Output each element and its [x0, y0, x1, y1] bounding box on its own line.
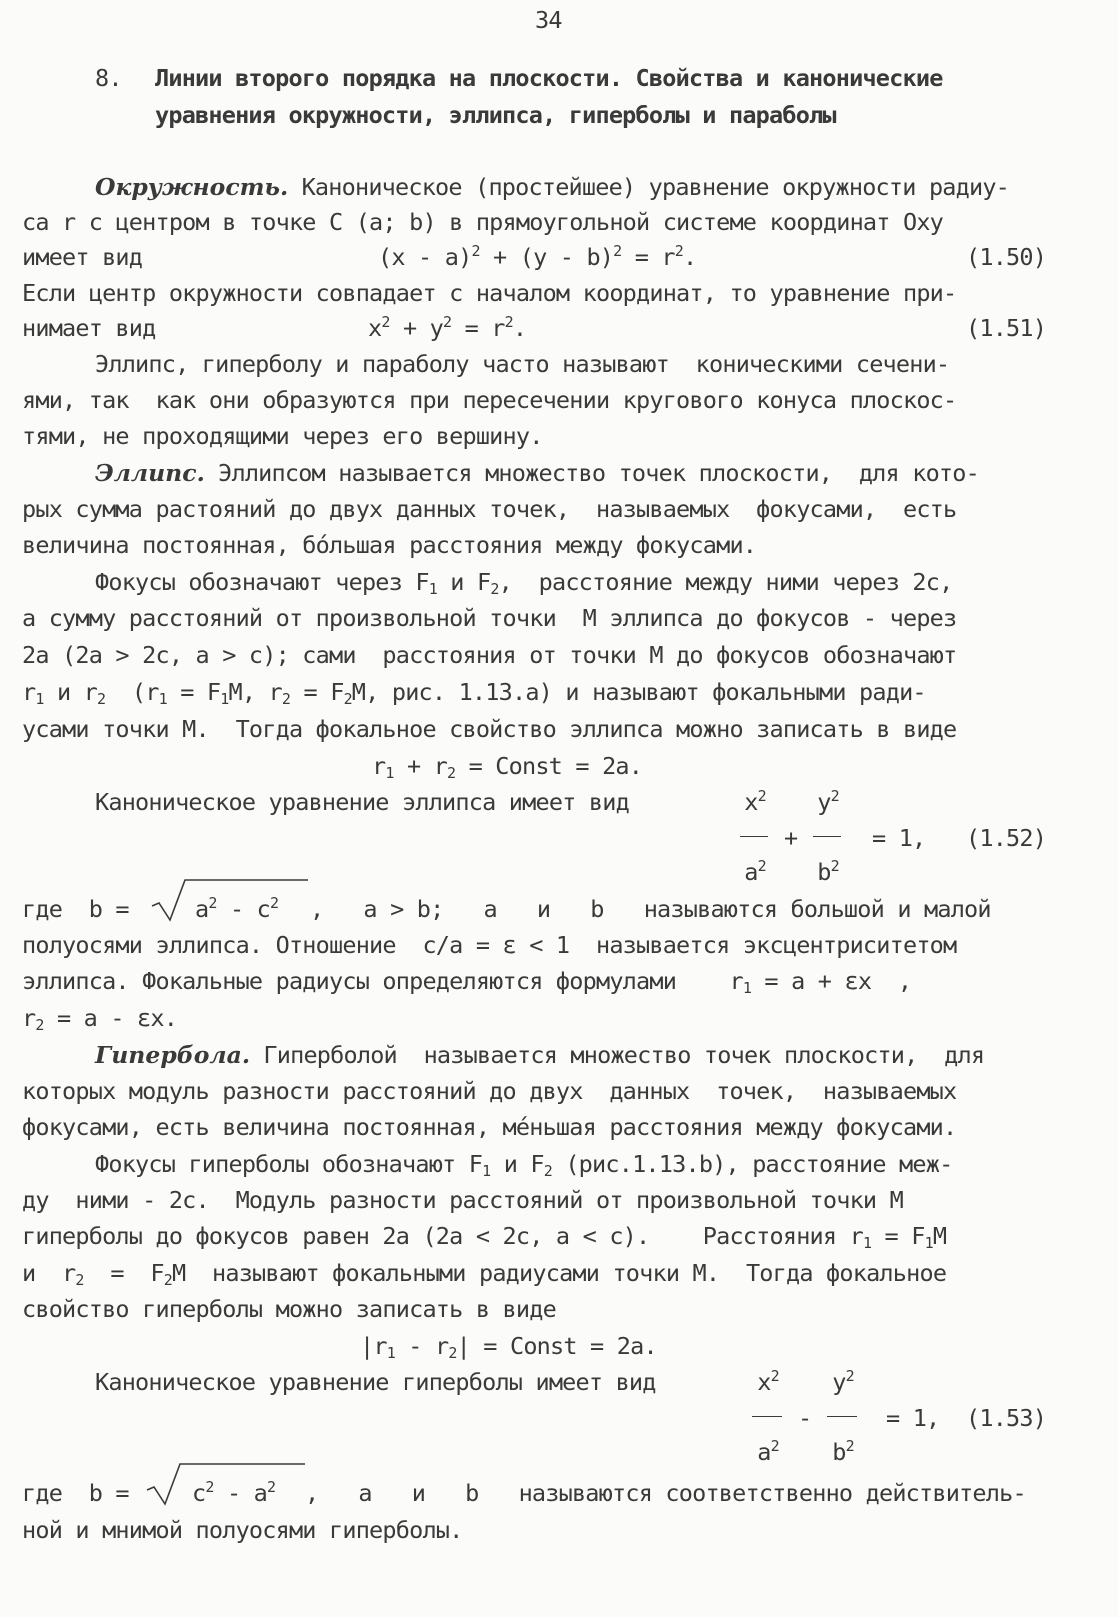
- ellipse-focal-equation: $r_1 + r_2$ = Const = 2a.: [372, 752, 643, 782]
- ellipse-where-line: где b =: [22, 895, 129, 923]
- circle-line-2: са r с центром в точке C (a; b) в прямоугольной системе координат Oxy: [22, 208, 944, 236]
- circle-line-4: Если центр окружности совпадает с началом координат, то уравнение при-: [22, 279, 957, 307]
- section-title-line-2: уравнения окружности, эллипса, гиперболы и параболы: [155, 101, 836, 129]
- ellipse-line-6: 2a (2a > 2c, a > c); сами расстояния от точки M до фокусов обозначают: [22, 641, 957, 669]
- hyperbola-frac-a-den: $a^2$: [757, 1437, 779, 1466]
- ellipse-line-7: $r_1$ и $r_2$ ($r_1 = F_1M$, $r_2 = F_2M$, рис. 1.13.a) и называют фокальными ради-: [22, 678, 926, 708]
- hyperbola-line-6: гиперболы до фокусов равен 2a (2a < 2c, a < c). Расстояния $r_1 = F_1M$: [22, 1222, 947, 1252]
- ellipse-frac-x-num: $x^2$: [744, 787, 766, 816]
- ellipse-frac-y-bar: [813, 836, 841, 837]
- ellipse-frac-x-bar: [740, 836, 768, 837]
- ellipse-line-11: эллипса. Фокальные радиусы определяются формулами $r_1 = a + \varepsilon x$ ,: [22, 967, 912, 997]
- conic-line-1: Эллипс, гиперболу и параболу часто называют коническими сечени-: [95, 350, 950, 378]
- ellipse-plus: +: [784, 824, 798, 852]
- term-ellipse: Эллипс.: [95, 459, 205, 487]
- equation-1-50: $(x - a)^2 + (y - b)^2 = r^2$.: [378, 242, 697, 271]
- circle-line-3: имеет вид: [22, 243, 143, 271]
- hyperbola-frac-y-bar: [827, 1416, 857, 1417]
- ellipse-frac-b-den: $b^2$: [817, 857, 839, 886]
- hyperbola-focal-equation: $|r_1 - r_2|$ = Const = 2a.: [360, 1332, 657, 1362]
- ellipse-root-expression: $a^2 - c^2$: [195, 894, 279, 923]
- hyperbola-where-rest: , a и b называются соответственно действитель-: [305, 1479, 1026, 1507]
- hyperbola-minus: -: [798, 1404, 812, 1432]
- ellipse-line-2: рых сумма растояний до двух данных точек, называемых фокусами, есть: [22, 495, 957, 523]
- term-hyperbola: Гипербола.: [95, 1041, 251, 1069]
- equation-number-1-52: (1.52): [966, 824, 1047, 852]
- ellipse-canonical-lead: Каноническое уравнение эллипса имеет вид: [95, 788, 629, 816]
- ellipse-line-8: усами точки M. Тогда фокальное свойство эллипса можно записать в виде: [22, 715, 957, 743]
- hyperbola-where-line: где b =: [22, 1479, 129, 1507]
- equation-number-1-51: (1.51): [966, 314, 1047, 342]
- page-number: 34: [535, 6, 562, 34]
- hyperbola-line-1: Гипербола. Гиперболой называется множество точек плоскости, для: [95, 1041, 985, 1069]
- section-number: 8.: [95, 64, 122, 92]
- ellipse-line-4: Фокусы обозначают через $F_1$ и $F_2$, расстояние между ними через 2c,: [95, 568, 953, 598]
- equation-1-51: $x^2 + y^2 = r^2$.: [368, 313, 527, 342]
- hyperbola-frac-b-den: $b^2$: [832, 1437, 854, 1466]
- ellipse-line-12: $r_2 = a - \varepsilon x$.: [22, 1004, 178, 1034]
- term-circle: Окружность.: [95, 173, 289, 201]
- ellipse-frac-y-num: $y^2$: [817, 787, 839, 816]
- hyperbola-line-7: и $r_2 = F_2M$ называют фокальными радиусами точки M. Тогда фокальное: [22, 1259, 947, 1289]
- ellipse-where-rest: , a > b; a и b называются большой и малой: [310, 895, 991, 923]
- hyperbola-line-10: ной и мнимой полуосями гиперболы.: [22, 1516, 463, 1544]
- conic-line-3: тями, не проходящими через его вершину.: [22, 422, 543, 450]
- hyperbola-frac-x-bar: [752, 1416, 782, 1417]
- hyperbola-line-5: ду ними - 2c. Модуль разности расстояний от произвольной точки M: [22, 1186, 903, 1214]
- ellipse-frac-a-den: $a^2$: [744, 857, 766, 886]
- hyperbola-line-3: фокусами, есть величина постоянная, ме́ньшая расстояния между фокусами.: [22, 1113, 957, 1141]
- ellipse-line-1: Эллипс. Эллипсом называется множество точек плоскости, для кото-: [95, 459, 979, 487]
- circle-line-5: нимает вид: [22, 314, 156, 342]
- hyperbola-frac-x-num: $x^2$: [757, 1367, 779, 1396]
- conic-line-2: ями, так как они образуются при пересечении кругового конуса плоскос-: [22, 386, 957, 414]
- ellipse-line-10: полуосями эллипса. Отношение c/a = ε < 1 называется эксцентриситетом: [22, 931, 957, 959]
- equation-number-1-50: (1.50): [966, 243, 1047, 271]
- ellipse-line-5: а сумму расстояний от произвольной точки M эллипса до фокусов - через: [22, 604, 957, 632]
- ellipse-eq-rhs: = 1,: [872, 824, 926, 852]
- hyperbola-root-expression: $c^2 - a^2$: [192, 1478, 276, 1507]
- ellipse-line-3: величина постоянная, бо́льшая расстояния между фокусами.: [22, 531, 757, 559]
- hyperbola-line-4: Фокусы гиперболы обозначают $F_1$ и $F_2$ (рис.1.13.b), расстояние меж-: [95, 1150, 953, 1180]
- hyperbola-line-2: которых модуль разности расстояний до двух данных точек, называемых: [22, 1077, 957, 1105]
- section-title-line-1: Линии второго порядка на плоскости. Свойства и канонические: [155, 64, 943, 92]
- hyperbola-canonical-lead: Каноническое уравнение гиперболы имеет вид: [95, 1368, 656, 1396]
- circle-line-1: Окружность. Каноническое (простейшее) уравнение окружности радиу-: [95, 173, 1010, 201]
- equation-number-1-53: (1.53): [966, 1404, 1047, 1432]
- hyperbola-line-8: свойство гиперболы можно записать в виде: [22, 1295, 556, 1323]
- hyperbola-frac-y-num: $y^2$: [832, 1367, 854, 1396]
- hyperbola-eq-rhs: = 1,: [886, 1404, 940, 1432]
